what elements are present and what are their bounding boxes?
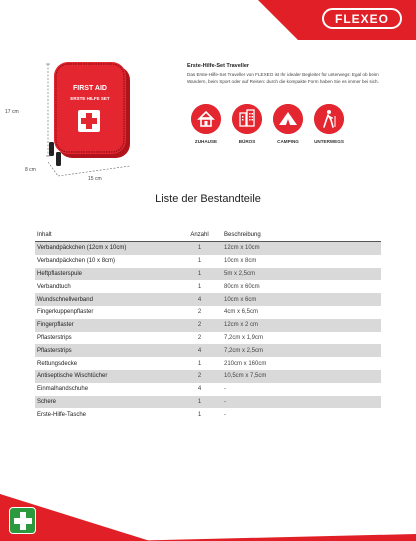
cell-desc: 5m x 2,5cm bbox=[224, 270, 256, 277]
cell-qty: 2 bbox=[197, 322, 202, 329]
cell-name: Antiseptische Wischtücher bbox=[37, 373, 108, 380]
table-row bbox=[35, 280, 381, 293]
first-aid-kit-image bbox=[26, 58, 154, 188]
feature-zuhause bbox=[187, 104, 225, 144]
cell-desc: - bbox=[224, 386, 226, 393]
cell-qty: 1 bbox=[197, 360, 202, 367]
table-row bbox=[35, 370, 381, 383]
cell-name: Verbandpäckchen (10 x 8cm) bbox=[37, 258, 116, 265]
cell-desc: 10cm x 6cm bbox=[224, 296, 257, 303]
cell-name: Verbandtuch bbox=[37, 283, 71, 290]
table-row bbox=[35, 332, 381, 345]
table-row bbox=[35, 293, 381, 306]
cell-qty: 1 bbox=[197, 258, 202, 265]
office-building-icon bbox=[232, 104, 262, 134]
cell-name: Schere bbox=[37, 398, 57, 405]
cell-desc: 7,2cm x 1,9cm bbox=[224, 334, 264, 341]
cell-name: Verbandpäckchen (12cm x 10cm) bbox=[37, 245, 127, 252]
cell-qty: 4 bbox=[197, 296, 202, 303]
cell-qty: 1 bbox=[197, 411, 202, 418]
dimension-width: 15 cm bbox=[88, 176, 102, 182]
cell-desc: 10,5cm x 7,5cm bbox=[224, 373, 267, 380]
table-row bbox=[35, 268, 381, 281]
cell-name: Rettungsdecke bbox=[37, 360, 78, 367]
kit-label-erste-hilfe: ERSTE HILFE SET bbox=[70, 96, 110, 101]
dimension-depth: 8 cm bbox=[25, 167, 36, 173]
cell-desc: 7,2cm x 2,5cm bbox=[224, 347, 264, 354]
tent-icon bbox=[273, 104, 303, 134]
cell-desc: 4cm x 6,5cm bbox=[224, 309, 259, 316]
table-row bbox=[35, 319, 381, 332]
table-row bbox=[35, 306, 381, 319]
cell-qty: 1 bbox=[197, 270, 202, 277]
header-beschreibung: Beschreibung bbox=[224, 231, 261, 238]
feature-label: ZUHAUSE bbox=[194, 139, 218, 144]
cell-desc: 12cm x 10cm bbox=[224, 245, 260, 252]
table-row bbox=[35, 242, 381, 255]
cell-qty: 4 bbox=[197, 386, 202, 393]
feature-label: BÜROS bbox=[238, 139, 256, 144]
cell-qty: 1 bbox=[197, 245, 202, 252]
table-row bbox=[35, 255, 381, 268]
table-row bbox=[35, 408, 381, 421]
cell-desc: 80cm x 60cm bbox=[224, 283, 260, 290]
product-title: Erste-Hilfe-Set Traveller bbox=[187, 63, 250, 69]
table-row bbox=[35, 344, 381, 357]
cell-desc: - bbox=[224, 411, 226, 418]
cell-desc: - bbox=[224, 398, 226, 405]
feature-label: CAMPING bbox=[277, 139, 299, 144]
table-header bbox=[35, 228, 381, 242]
cell-qty: 2 bbox=[197, 373, 202, 380]
cell-name: Pflasterstrips bbox=[37, 347, 72, 354]
cell-desc: 10cm x 8cm bbox=[224, 258, 257, 265]
table-row bbox=[35, 396, 381, 409]
components-table bbox=[35, 228, 381, 421]
cell-name: Fingerpflaster bbox=[37, 322, 74, 329]
kit-label-first-aid: FIRST AID bbox=[73, 85, 107, 92]
house-icon bbox=[191, 104, 221, 134]
cell-desc: 12cm x 2 cm bbox=[224, 322, 259, 329]
cell-qty: 2 bbox=[197, 309, 202, 316]
feature-icons bbox=[187, 104, 351, 144]
product-description: Das Erste-Hilfe-Set Traveller von FLEXEO ist Ihr idealer Begleiter für unterwegs: Egal ob beim Wandern, beim Sport oder auf Reisen: durch die kompakte Form haben Sie es immer bei sich. bbox=[187, 72, 379, 84]
cell-desc: 210cm x 160cm bbox=[224, 360, 267, 367]
feature-bueros bbox=[228, 104, 266, 144]
cell-qty: 4 bbox=[197, 347, 202, 354]
cell-name: Wundschnellverband bbox=[37, 296, 93, 303]
feature-camping bbox=[269, 104, 307, 144]
cell-name: Heftpflasterspule bbox=[37, 270, 83, 277]
table-row bbox=[35, 357, 381, 370]
cell-qty: 1 bbox=[197, 283, 202, 290]
first-aid-cross-icon bbox=[9, 507, 36, 534]
header-anzahl: Anzahl bbox=[190, 231, 209, 238]
cell-qty: 2 bbox=[197, 334, 202, 341]
bottom-banner bbox=[0, 488, 416, 541]
table-row bbox=[35, 383, 381, 396]
feature-label: UNTERWEGS bbox=[314, 139, 344, 144]
hiker-icon bbox=[314, 104, 344, 134]
feature-unterwegs bbox=[310, 104, 348, 144]
cell-name: Einmalhandschuhe bbox=[37, 386, 89, 393]
flexeo-logo: FLEXEO bbox=[322, 8, 402, 29]
dimension-height: 17 cm bbox=[5, 109, 19, 115]
components-title: Liste der Bestandteile bbox=[155, 193, 261, 205]
cell-name: Erste-Hilfe-Tasche bbox=[37, 411, 87, 418]
cell-qty: 1 bbox=[197, 398, 202, 405]
cell-name: Fingerkuppenpflaster bbox=[37, 309, 94, 316]
header-inhalt: Inhalt bbox=[37, 231, 52, 238]
cell-name: Pflasterstrips bbox=[37, 334, 72, 341]
